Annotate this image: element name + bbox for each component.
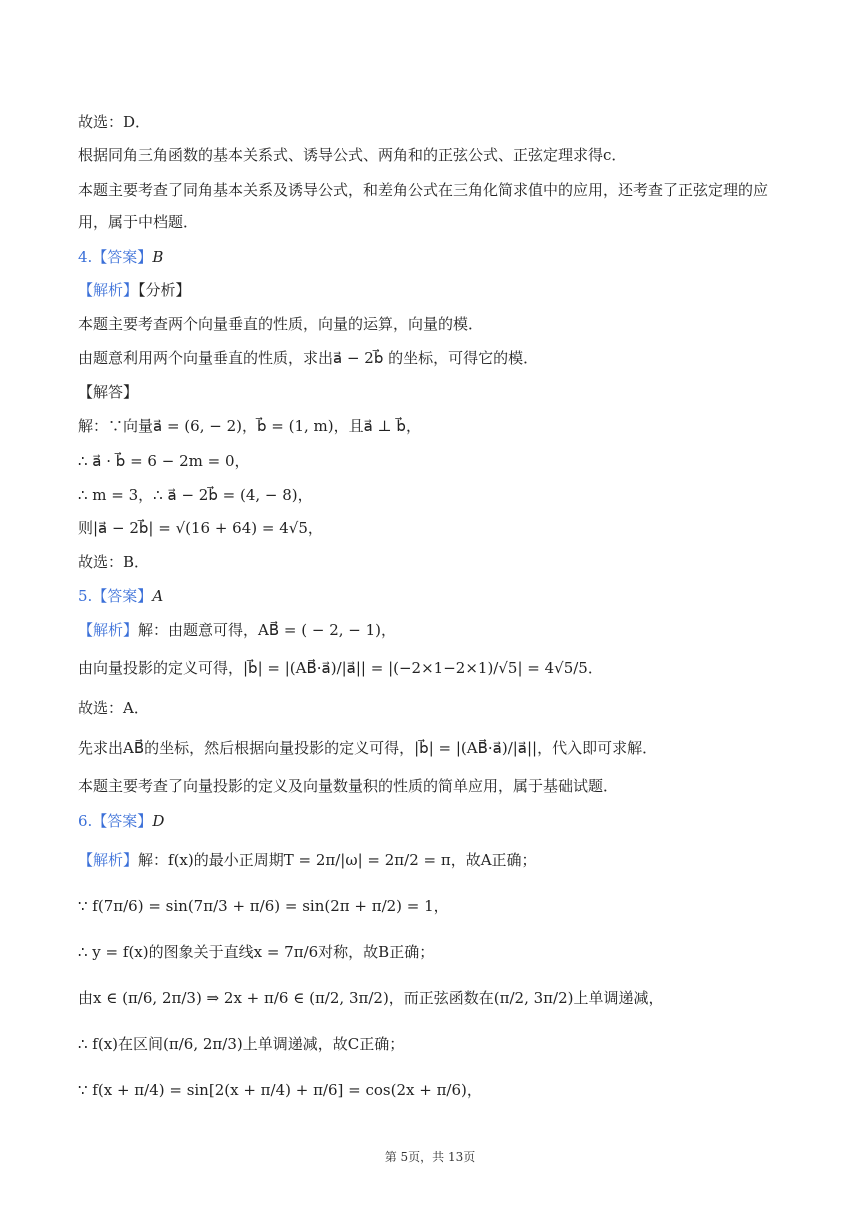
text-line: 【解答】 xyxy=(78,383,139,401)
text-line xyxy=(78,850,790,870)
analysis-label: 【解析】 xyxy=(78,851,139,869)
text-line xyxy=(78,280,790,300)
answer-heading xyxy=(78,811,790,831)
text-line xyxy=(78,620,790,640)
analysis-label: 【解析】 xyxy=(78,281,139,299)
text-line: ∴ m = 3，∴ a⃗ − 2b⃗ = (4, − 8)， xyxy=(78,486,313,504)
text-line: ∴ a⃗ · b⃗ = 6 − 2m = 0， xyxy=(78,452,250,470)
text-line: 本题主要考查了向量投影的定义及向量数量积的性质的简单应用，属于基础试题． xyxy=(78,777,619,795)
text-line: 由x ∈ (π/6, 2π/3) ⇒ 2x + π/6 ∈ (π/2, 3π/2)，而正弦函数在(π/2, 3π/2)上单调递减， xyxy=(78,989,664,1007)
text-line: ∵ f(7π/6) = sin(7π/3 + π/6) = sin(2π + π/2) = 1， xyxy=(78,897,449,915)
answer-label: 6.【答案】 xyxy=(78,812,153,830)
answer-choice: B xyxy=(152,248,164,266)
text-line: 故选：D． xyxy=(78,113,151,131)
answer-label: 5.【答案】 xyxy=(78,587,153,605)
analysis-text: 【分析】 xyxy=(138,281,191,299)
analysis-text: 解：f(x)的最小正周期T = 2π/|ω| = 2π/2 = π，故A正确； xyxy=(138,851,537,869)
answer-heading xyxy=(78,586,790,606)
text-line: 则|a⃗ − 2b⃗| = √(16 + 64) = 4√5， xyxy=(78,519,323,537)
analysis-text: 解：由题意可得，AB⃗ = ( − 2, − 1)， xyxy=(138,621,397,639)
text-line: ∴ y = f(x)的图象关于直线x = 7π/6对称，故B正确； xyxy=(78,943,435,961)
text-line: 故选：A． xyxy=(78,699,149,717)
text-line: 由向量投影的定义可得，|b⃗| = |(AB⃗·a⃗)/|a⃗|| = |(−2×1−2×1)/√5| = 4√5/5． xyxy=(78,659,603,677)
text-line: 本题主要考查两个向量垂直的性质，向量的运算，向量的模． xyxy=(78,315,484,333)
answer-choice: A xyxy=(152,587,164,605)
page-footer: 第 5页，共 13页 xyxy=(384,1150,476,1164)
text-line: 用，属于中档题． xyxy=(78,213,199,231)
text-line: ∴ f(x)在区间(π/6, 2π/3)上单调递减，故C正确； xyxy=(78,1035,405,1053)
text-line: 由题意利用两个向量垂直的性质，求出a⃗ − 2b⃗ 的坐标，可得它的模． xyxy=(78,349,539,367)
text-line: 先求出AB⃗的坐标，然后根据向量投影的定义可得，|b⃗| = |(AB⃗·a⃗)/|a⃗||，代入即可求解． xyxy=(78,739,658,757)
text-line: 解：∵向量a⃗ = (6, − 2)，b⃗ = (1, m)，且a⃗ ⊥ b⃗， xyxy=(78,417,421,435)
text-line: 故选：B． xyxy=(78,553,150,571)
answer-choice: D xyxy=(152,812,165,830)
text-line: ∵ f(x + π/4) = sin[2(x + π/4) + π/6] = cos(2x + π/6)， xyxy=(78,1081,482,1099)
answer-heading xyxy=(78,247,790,267)
text-line: 本题主要考查了同角基本关系及诱导公式，和差角公式在三角化简求值中的应用，还考查了正弦定理的应 xyxy=(78,181,769,199)
analysis-label: 【解析】 xyxy=(78,621,139,639)
text-line: 根据同角三角函数的基本关系式、诱导公式、两角和的正弦公式、正弦定理求得c． xyxy=(78,146,627,164)
answer-label: 4.【答案】 xyxy=(78,248,153,266)
